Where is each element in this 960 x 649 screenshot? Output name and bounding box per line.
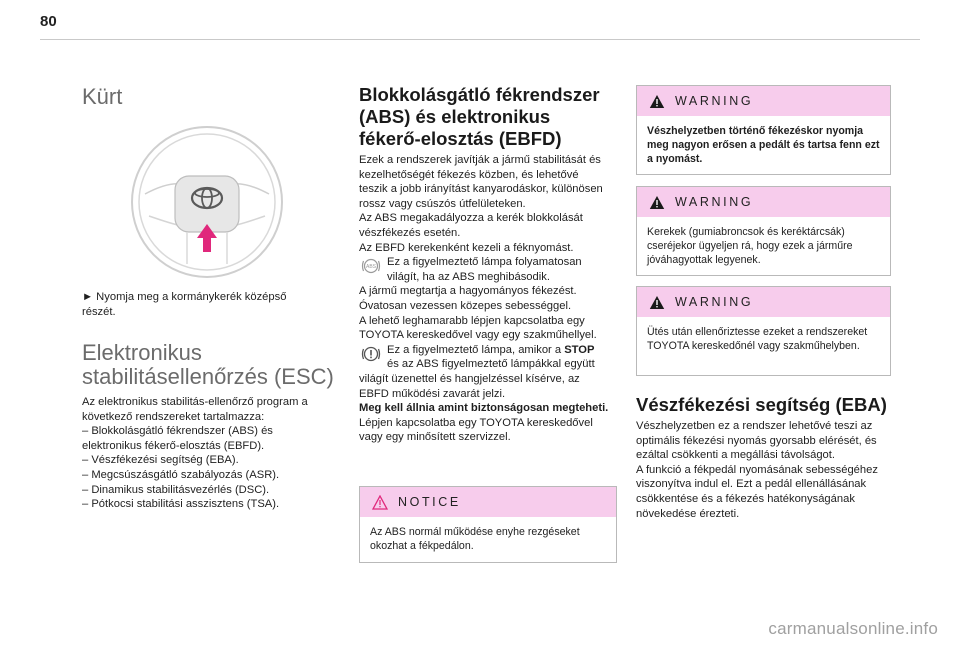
steering-wheel-icon	[127, 124, 287, 279]
notice-header	[360, 487, 616, 517]
abs-paragraph: Az EBFD kerekenként kezeli a féknyomást.	[359, 241, 574, 254]
eba-body	[636, 419, 889, 521]
warning-body	[637, 116, 890, 175]
abs-paragraph: Óvatosan vezessen közepes sebességgel.	[359, 299, 572, 312]
warning-header	[637, 287, 890, 317]
ebfd-lamp-paragraph	[359, 343, 609, 401]
warning-box-3	[636, 286, 891, 376]
header-rule	[40, 39, 920, 40]
warning-triangle-icon	[649, 295, 665, 310]
abs-warning-lamp-icon	[361, 256, 381, 276]
caution-triangle-icon	[372, 495, 388, 510]
abs-heading-line3: fékerő-elosztás (EBFD)	[359, 128, 562, 149]
warning-title: WARNING	[675, 195, 754, 209]
abs-stop-instruction: Meg kell állnia amint biztonságosan megteheti.	[359, 402, 609, 415]
warning-triangle-icon	[649, 195, 665, 210]
warning-text: Kerekek (gumiabroncsok és keréktárcsák) cseréjekor ügyeljen rá, hogy ezek a járműre jóváhagyottak legyenek.	[647, 226, 853, 267]
kurt-heading: Kürt	[82, 84, 123, 109]
esc-heading-line1: Elektronikus	[82, 340, 202, 365]
warning-title: WARNING	[675, 295, 754, 309]
page-number: 80	[40, 13, 57, 30]
notice-body	[360, 517, 616, 561]
warning-triangle-icon	[649, 94, 665, 109]
steering-wheel-illustration	[127, 124, 287, 279]
notice-box	[359, 486, 617, 563]
warning-body	[637, 217, 890, 276]
esc-item: – Vészfékezési segítség (EBA).	[82, 454, 239, 467]
abs-paragraph: Lépjen kapcsolatba egy TOYOTA kereskedővel vagy egy minősített szervizzel.	[359, 416, 593, 444]
abs-heading	[359, 84, 619, 150]
watermark: carmanualsonline.info	[768, 619, 938, 638]
eba-paragraph: Vészhelyzetben ez a rendszer lehetővé teszi az optimális fékezési nyomás gyorsabb elérését, és ezáltal csökkenti a megállási távolságot.	[636, 420, 877, 462]
notice-text: Az ABS normál működése enyhe rezgéseket okozhat a fékpedálon.	[370, 526, 580, 553]
esc-item: – Pótkocsi stabilitási asszisztens (TSA).	[82, 498, 280, 511]
warning-text: Ütés után ellenőriztesse ezeket a rendszereket TOYOTA kereskedőnél vagy szakműhelyben.	[647, 326, 868, 353]
esc-item: – Blokkolásgátló fékrendszer (ABS) és elektronikus fékerő-elosztás (EBFD).	[82, 425, 273, 452]
abs-body	[359, 153, 609, 445]
warning-text: Vészhelyzetben történő fékezéskor nyomja meg nagyon erősen a pedált és tartsa fenn ezt a nyomást.	[647, 125, 880, 166]
esc-intro: Az elektronikus stabilitás-ellenőrző program a következő rendszereket tartalmazza:	[82, 396, 308, 423]
abs-lamp-paragraph	[359, 255, 609, 284]
warning-header	[637, 187, 890, 217]
abs-paragraph: A jármű megtartja a hagyományos fékezést.	[359, 285, 577, 298]
kurt-instruction: ► Nyomja meg a kormánykerék középső részét.	[82, 291, 287, 318]
abs-heading-line2: (ABS) és elektronikus	[359, 106, 551, 127]
abs-paragraph: Ezek a rendszerek javítják a jármű stabilitását és kezelhetőségét fékezés közben, és lehetővé teszik a jobb irányítást kanyarodáskor, különösen rossz vagy csúszós útfelületeken.	[359, 154, 603, 210]
warning-box-1	[636, 85, 891, 175]
esc-heading-line2: stabilitásellenőrzés (ESC)	[82, 364, 334, 389]
esc-item: – Megcsúszásgátló szabályozás (ASR).	[82, 468, 280, 481]
esc-item: – Dinamikus stabilitásvezérlés (DSC).	[82, 483, 270, 496]
svg-text:ABS: ABS	[365, 264, 377, 271]
esc-body	[82, 395, 332, 512]
warning-title: WARNING	[675, 94, 754, 108]
warning-body	[637, 317, 890, 361]
brake-warning-lamp-icon	[361, 344, 381, 364]
eba-heading: Vészfékezési segítség (EBA)	[636, 394, 887, 415]
abs-paragraph: A lehető leghamarabb lépjen kapcsolatba egy TOYOTA kereskedővel vagy egy szakműhellyel.	[359, 314, 597, 342]
warning-header	[637, 86, 890, 116]
abs-heading-line1: Blokkolásgátló fékrendszer	[359, 84, 600, 105]
notice-title: NOTICE	[398, 495, 461, 509]
eba-paragraph: A funkció a fékpedál nyomásának sebességéhez viszonyítva indul el. Ezt a pedál ellenállásának csökkentése és a fékezés hatékonyságának növekedése érezteti.	[636, 463, 878, 520]
abs-lamp-text: Ez a figyelmeztető lámpa folyamatosan világít, ha az ABS meghibásodik.	[387, 256, 582, 283]
ebfd-lamp-text: Ez a figyelmeztető lámpa, amikor a STOP és az ABS figyelmeztető lámpákkal együtt világít üzenettel és hangjelzéssel kísérve, az EBFD működési zavarát jelzi.	[359, 343, 595, 400]
abs-paragraph: Az ABS megakadályozza a kerék blokkolását vészfékezés esetén.	[359, 212, 583, 239]
warning-box-2	[636, 186, 891, 276]
